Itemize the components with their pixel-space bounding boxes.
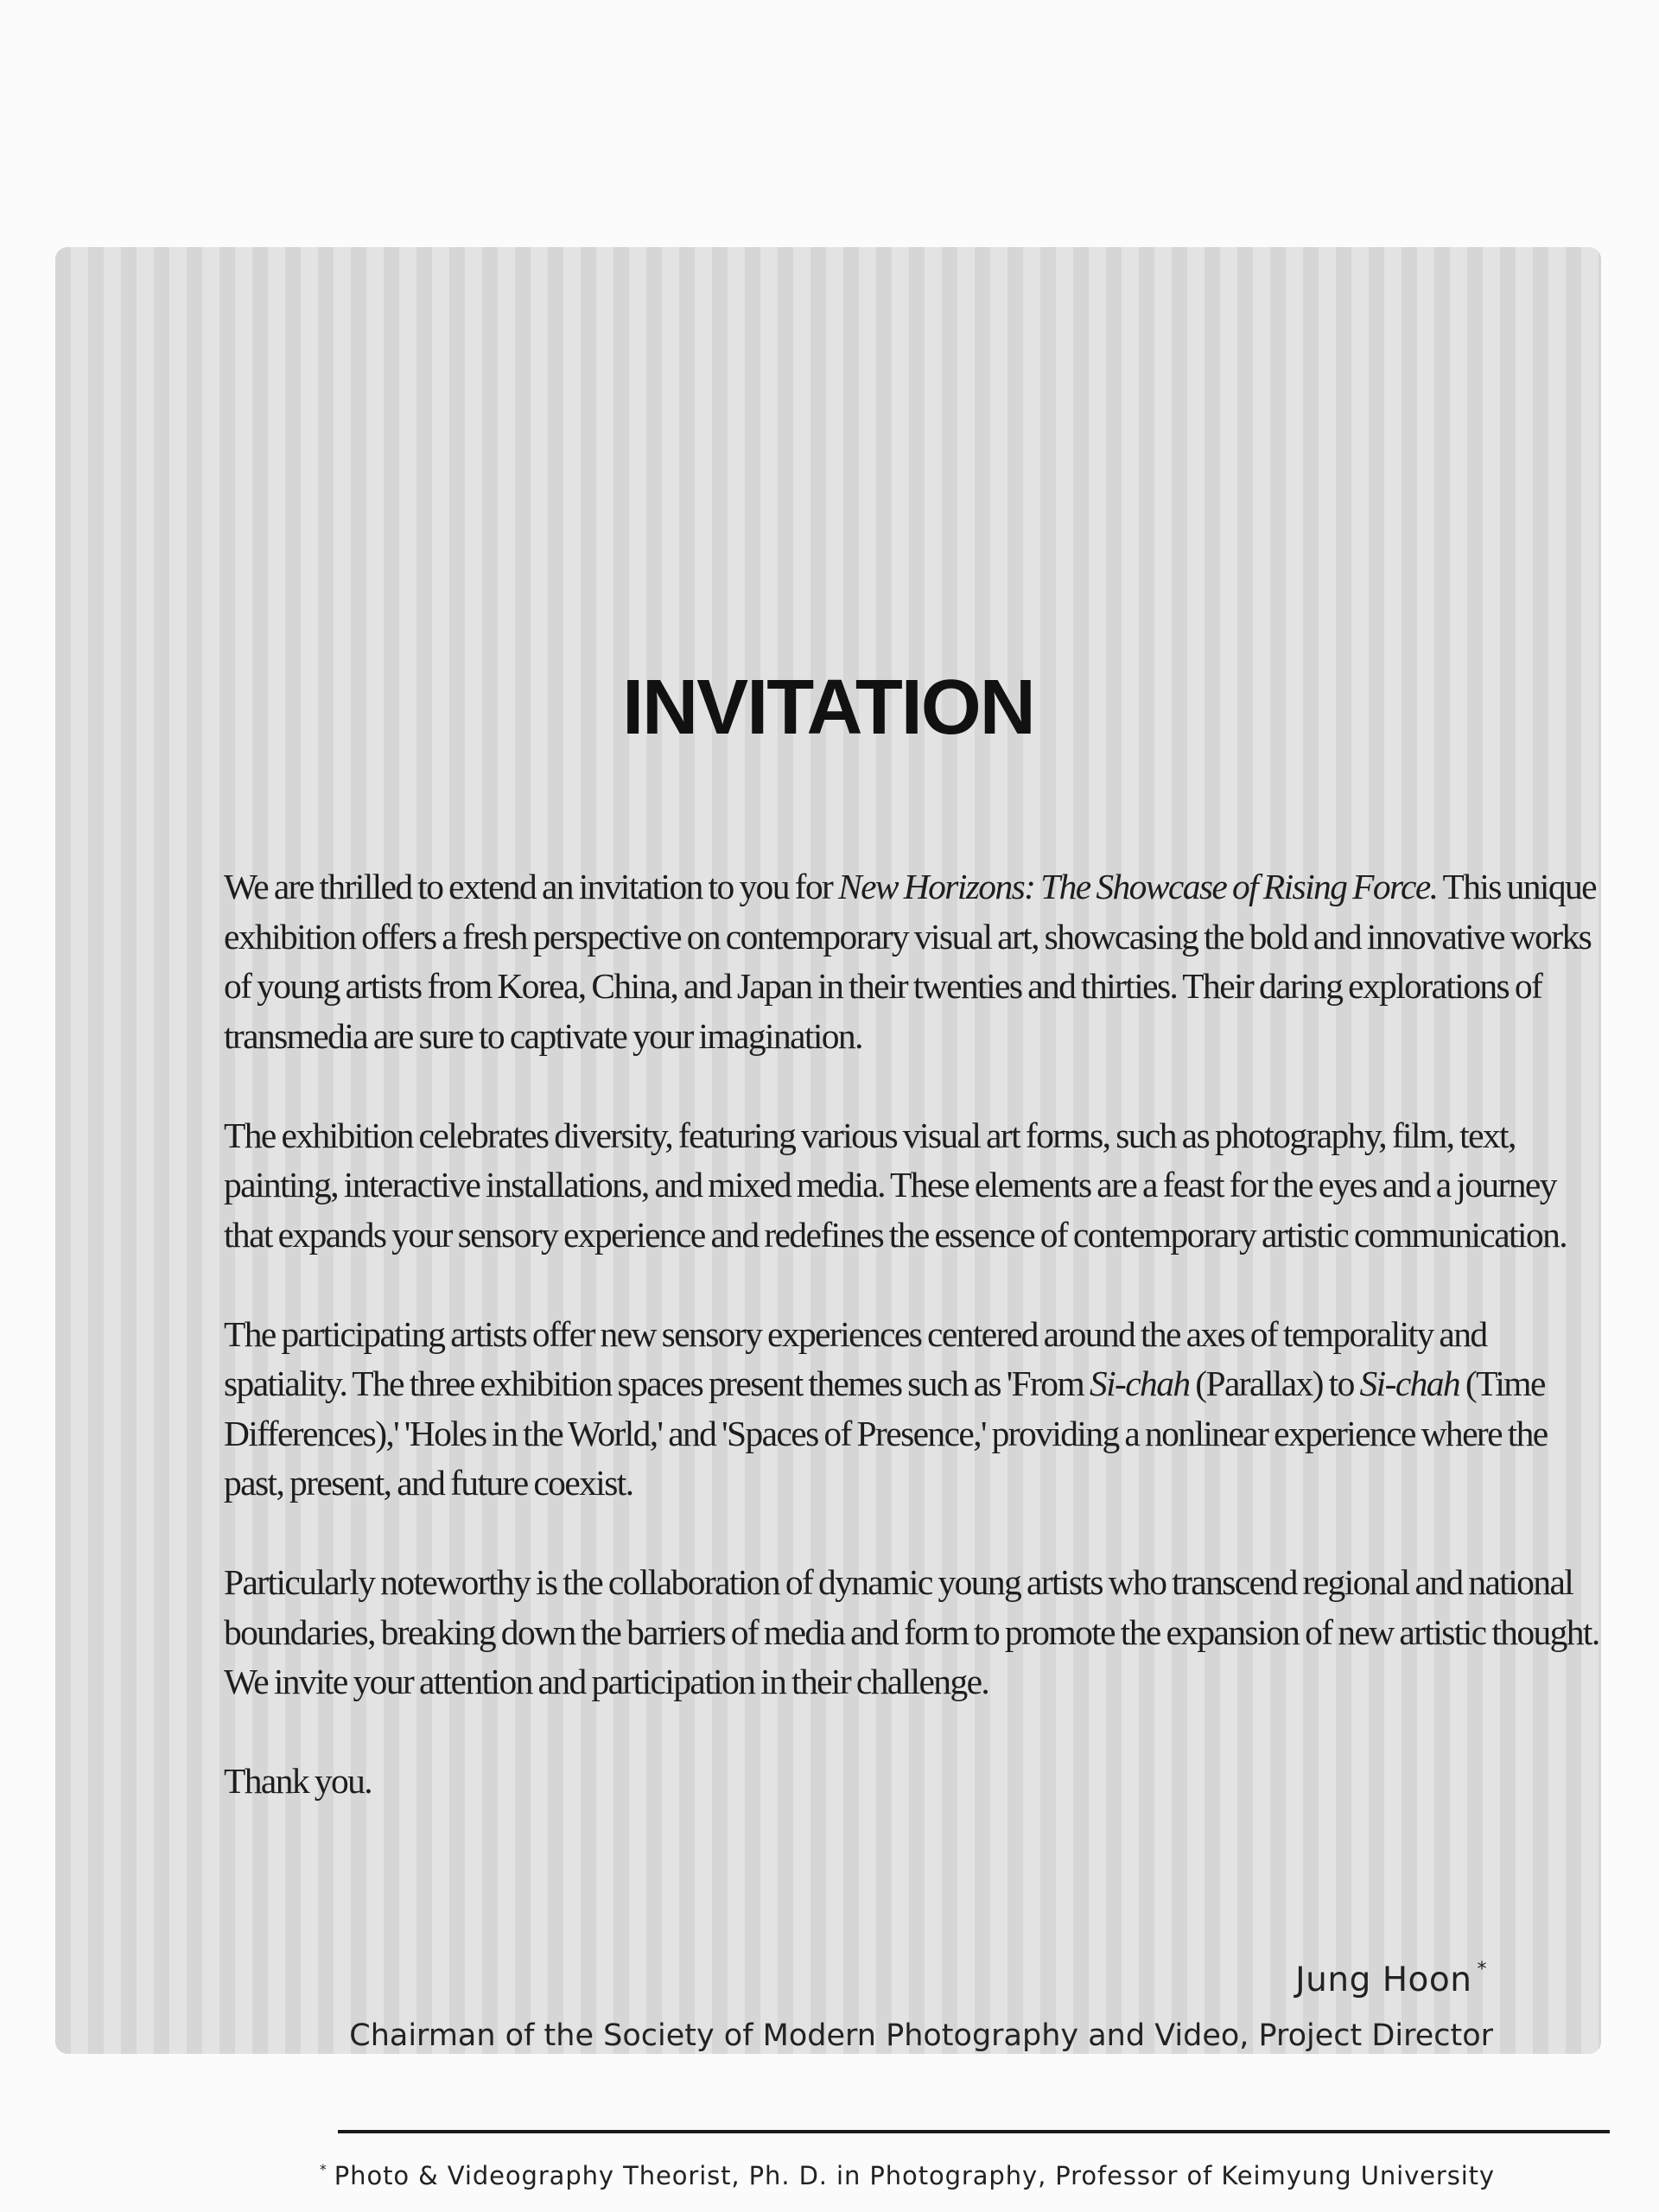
footnote-divider [338,2130,1610,2133]
invitation-card [55,247,1601,2190]
intro-text-end: This unique exhibition offers a fresh perspective on contemporary visual art, showcasing the bold and innovative works of young artists from Korea, China, and Japan in their twenties and thirties. Their daring explorations of transmedia are sure to captivate your imagination. [224,867,1596,1056]
exhibition-title: New Horizons: The Showcase of Rising Force. [838,867,1438,906]
intro-text-start: We are thrilled to extend an invitation to you for [224,867,838,906]
invitation-title: INVITATION [622,664,1034,751]
footnote-marker-ref: * [319,2161,327,2177]
term-si-chah-2: Si-chah [1359,1363,1460,1403]
themes-text-2: (Parallax) to [1189,1363,1360,1403]
closing-line: Thank you. [224,1761,372,1801]
themes-text-3: (Time Differences),' 'Holes in the World,' and 'Spaces of Presence,' providing a nonlinear experience where the past, present, and future coexist. [224,1363,1548,1503]
term-si-chah-1: Si-chah [1089,1363,1190,1403]
signature-name [1295,1946,1487,2005]
footnote [320,2152,1495,2194]
paragraph-themes [224,1310,1606,1509]
themes-text-1: The participating artists offer new sensory experiences centered around the axes of temporality and spatiality. The three exhibition spaces present themes such as 'From [224,1313,1487,1403]
invitation-body [224,862,1606,1856]
paragraph-collaboration: Particularly noteworthy is the collaboration of dynamic young artists who transcend regional and national boundaries, breaking down the barriers of media and form to promote the expansion of new artistic thought. We invite your attention and participation in their challenge. [224,1562,1599,1701]
paragraph-diversity: The exhibition celebrates diversity, featuring various visual art forms, such as photography, film, text, painting, interactive installations, and mixed media. These elements are a feast for the eyes and a journey that expands your sensory experience and redefines the essence of contemporary artistic communication. [224,1115,1567,1255]
footnote-marker: * [1477,1959,1487,1980]
footnote-text: Photo & Videography Theorist, Ph. D. in Photography, Professor of Keimyung University [334,2161,1495,2190]
signature-role: Chairman of the Society of Modern Photography and Video, Project Director [349,2018,1493,2053]
signature-name-text: Jung Hoon [1295,1961,1472,1999]
paragraph-intro [224,862,1606,1061]
